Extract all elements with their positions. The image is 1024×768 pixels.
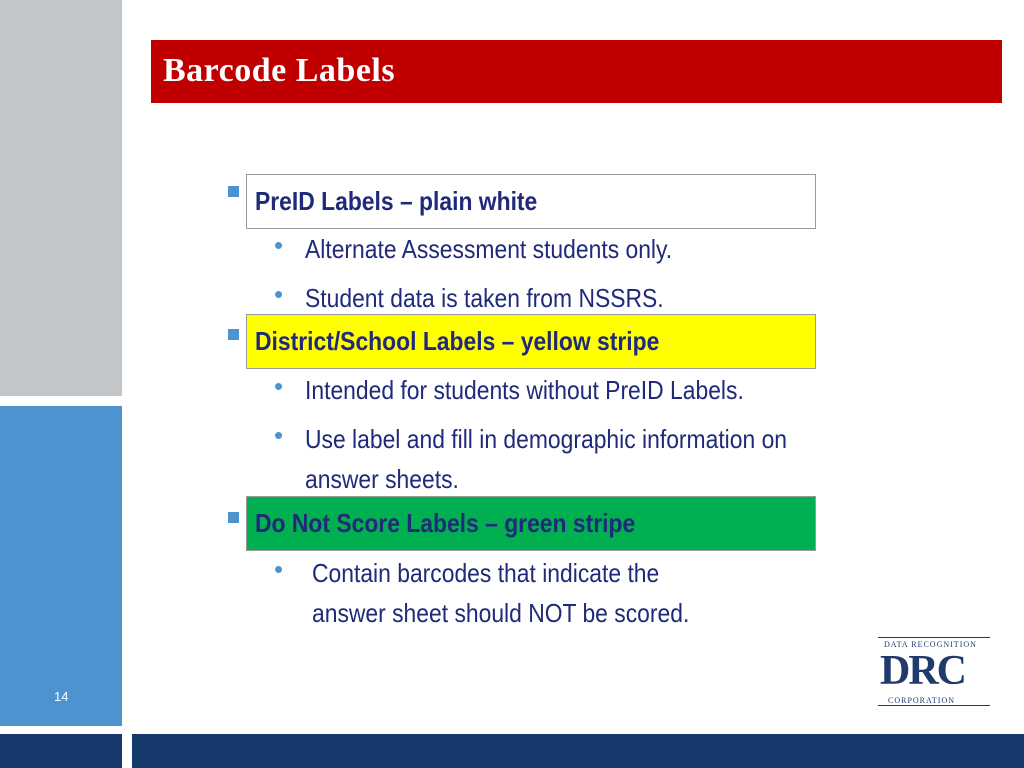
logo-main-text: DRC <box>880 648 965 694</box>
bullet-dot-icon: • <box>274 420 284 450</box>
bullet-text: Student data is taken from NSSRS. <box>305 283 664 313</box>
logo-bottom-text: CORPORATION <box>888 696 956 705</box>
logo-top-text: DATA RECOGNITION <box>884 640 977 649</box>
label-heading: PreID Labels – plain white <box>255 186 538 216</box>
square-bullet-icon <box>228 329 239 340</box>
slide-title: Barcode Labels <box>163 52 396 89</box>
bullet-text: Alternate Assessment students only. <box>305 234 673 264</box>
square-bullet-icon <box>228 186 239 197</box>
drc-logo <box>878 637 992 709</box>
slide-number: 14 <box>54 689 69 704</box>
bullet-text: Intended for students without PreID Labels. <box>305 375 744 405</box>
footer-bar-left <box>0 734 122 768</box>
label-box-district-school <box>246 314 816 369</box>
label-heading: District/School Labels – yellow stripe <box>255 326 660 356</box>
bullet-text: Use label and fill in demographic information on <box>305 424 788 454</box>
label-heading: Do Not Score Labels – green stripe <box>255 508 636 538</box>
left-gray-panel <box>0 0 122 396</box>
logo-rule <box>878 705 990 706</box>
bullet-text: Contain barcodes that indicate the <box>312 558 660 588</box>
bullet-dot-icon: • <box>274 230 284 260</box>
left-blue-panel <box>0 406 122 726</box>
bullet-dot-icon: • <box>274 371 284 401</box>
label-box-do-not-score <box>246 496 816 551</box>
bullet-text-continuation: answer sheets. <box>305 464 459 494</box>
bullet-dot-icon: • <box>274 554 284 584</box>
label-box-preid <box>246 174 816 229</box>
square-bullet-icon <box>228 512 239 523</box>
title-bar <box>151 40 1002 103</box>
bullet-text-continuation: answer sheet should NOT be scored. <box>312 598 690 628</box>
bullet-dot-icon: • <box>274 279 284 309</box>
footer-bar-right <box>132 734 1024 768</box>
